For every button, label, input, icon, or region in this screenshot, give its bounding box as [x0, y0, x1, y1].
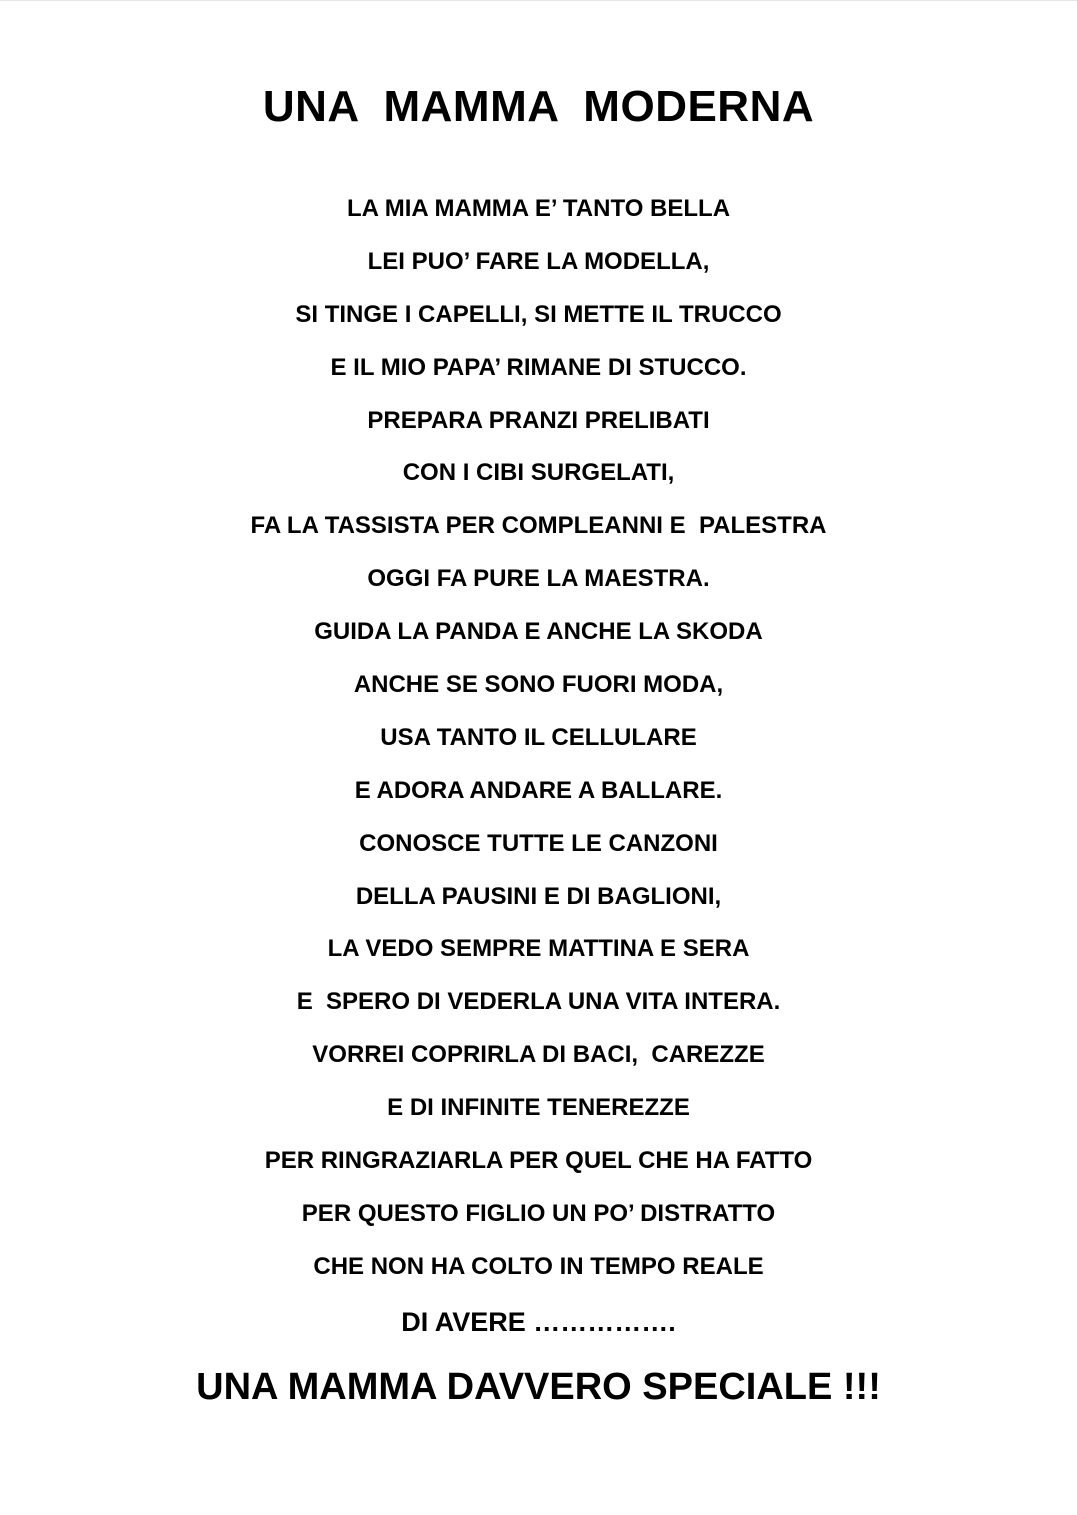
verse-line: CON I CIBI SURGELATI, — [402, 459, 675, 487]
verse-line: CONOSCE TUTTE LE CANZONI — [359, 829, 718, 857]
final-verse: DI AVERE ……………. — [401, 1307, 676, 1337]
verse-line: VORREI COPRIRLA DI BACI, CAREZZE — [312, 1041, 765, 1069]
poem-title: UNA MAMMA MODERNA — [262, 82, 815, 131]
poem-verses — [0, 192, 1077, 1303]
verse-line: ANCHE SE SONO FUORI MODA, — [353, 671, 724, 699]
verse-line: PER RINGRAZIARLA PER QUEL CHE HA FATTO — [264, 1147, 813, 1175]
verse-line: E DI INFINITE TENEREZZE — [387, 1094, 690, 1122]
verse-line: SI TINGE I CAPELLI, SI METTE IL TRUCCO — [295, 300, 782, 328]
verse-line: OGGI FA PURE LA MAESTRA. — [367, 565, 710, 593]
verse-line: LA VEDO SEMPRE MATTINA E SERA — [327, 935, 750, 963]
verse-line: USA TANTO IL CELLULARE — [380, 723, 697, 751]
verse-line: LEI PUO’ FARE LA MODELLA, — [367, 247, 710, 275]
verse-line: PER QUESTO FIGLIO UN PO’ DISTRATTO — [301, 1199, 776, 1227]
verse-line: E SPERO DI VEDERLA UNA VITA INTERA. — [296, 988, 781, 1016]
verse-line: LA MIA MAMMA E’ TANTO BELLA — [346, 195, 731, 222]
verse-line: PREPARA PRANZI PRELIBATI — [367, 406, 710, 434]
verse-line: GUIDA LA PANDA E ANCHE LA SKODA — [314, 618, 763, 646]
verse-line: FA LA TASSISTA PER COMPLEANNI E PALESTRA — [250, 512, 827, 540]
verse-line: DELLA PAUSINI E DI BAGLIONI, — [355, 882, 722, 910]
verse-line: E ADORA ANDARE A BALLARE. — [354, 776, 723, 804]
closing-line: UNA MAMMA DAVVERO SPECIALE !!! — [196, 1366, 881, 1408]
verse-line: CHE NON HA COLTO IN TEMPO REALE — [313, 1252, 764, 1280]
verse-line: E IL MIO PAPA’ RIMANE DI STUCCO. — [330, 353, 747, 381]
